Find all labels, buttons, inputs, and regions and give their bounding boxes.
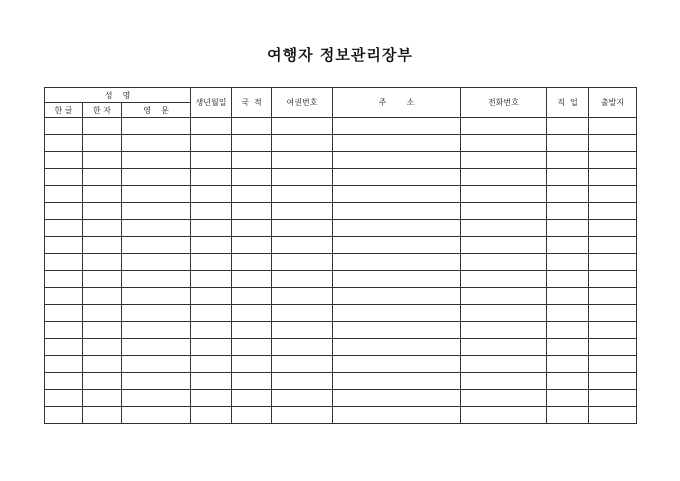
header-name: 성 명	[45, 88, 191, 103]
cell-hanja-name	[83, 288, 122, 305]
cell-nationality	[232, 305, 272, 322]
cell-phone	[461, 237, 547, 254]
cell-job	[547, 203, 589, 220]
cell-job	[547, 407, 589, 424]
cell-departure	[589, 186, 637, 203]
table-row	[45, 390, 637, 407]
table-row	[45, 237, 637, 254]
table-row	[45, 169, 637, 186]
table-row	[45, 373, 637, 390]
cell-address	[333, 339, 461, 356]
cell-english-name	[122, 254, 191, 271]
cell-departure	[589, 118, 637, 135]
cell-job	[547, 135, 589, 152]
cell-korean-name	[45, 152, 83, 169]
cell-address	[333, 288, 461, 305]
cell-korean-name	[45, 390, 83, 407]
cell-english-name	[122, 220, 191, 237]
cell-nationality	[232, 254, 272, 271]
table-row	[45, 356, 637, 373]
cell-departure	[589, 237, 637, 254]
table-row	[45, 152, 637, 169]
cell-hanja-name	[83, 407, 122, 424]
cell-english-name	[122, 135, 191, 152]
cell-departure	[589, 339, 637, 356]
cell-phone	[461, 356, 547, 373]
table-row	[45, 288, 637, 305]
cell-korean-name	[45, 305, 83, 322]
cell-birth	[191, 288, 232, 305]
cell-hanja-name	[83, 254, 122, 271]
table-row	[45, 135, 637, 152]
cell-passport	[272, 322, 333, 339]
cell-address	[333, 305, 461, 322]
cell-nationality	[232, 271, 272, 288]
cell-passport	[272, 118, 333, 135]
cell-english-name	[122, 390, 191, 407]
cell-english-name	[122, 305, 191, 322]
cell-hanja-name	[83, 152, 122, 169]
cell-departure	[589, 356, 637, 373]
cell-departure	[589, 169, 637, 186]
cell-birth	[191, 339, 232, 356]
cell-passport	[272, 254, 333, 271]
cell-passport	[272, 271, 333, 288]
traveler-ledger-table	[44, 87, 637, 424]
cell-passport	[272, 169, 333, 186]
cell-address	[333, 220, 461, 237]
cell-nationality	[232, 288, 272, 305]
header-nationality: 국 적	[232, 88, 272, 118]
cell-phone	[461, 220, 547, 237]
header-birth: 생년월일	[191, 88, 232, 118]
cell-birth	[191, 254, 232, 271]
cell-korean-name	[45, 254, 83, 271]
cell-hanja-name	[83, 220, 122, 237]
cell-job	[547, 118, 589, 135]
cell-job	[547, 288, 589, 305]
cell-english-name	[122, 118, 191, 135]
cell-phone	[461, 169, 547, 186]
cell-job	[547, 169, 589, 186]
cell-phone	[461, 373, 547, 390]
cell-birth	[191, 407, 232, 424]
cell-nationality	[232, 203, 272, 220]
cell-departure	[589, 288, 637, 305]
cell-address	[333, 322, 461, 339]
cell-english-name	[122, 288, 191, 305]
cell-korean-name	[45, 356, 83, 373]
cell-birth	[191, 203, 232, 220]
cell-phone	[461, 271, 547, 288]
cell-hanja-name	[83, 203, 122, 220]
cell-passport	[272, 237, 333, 254]
cell-phone	[461, 407, 547, 424]
cell-korean-name	[45, 135, 83, 152]
cell-passport	[272, 288, 333, 305]
cell-korean-name	[45, 322, 83, 339]
cell-job	[547, 322, 589, 339]
cell-birth	[191, 186, 232, 203]
cell-birth	[191, 135, 232, 152]
cell-address	[333, 254, 461, 271]
cell-address	[333, 271, 461, 288]
cell-departure	[589, 305, 637, 322]
cell-nationality	[232, 356, 272, 373]
cell-korean-name	[45, 186, 83, 203]
cell-korean-name	[45, 407, 83, 424]
cell-nationality	[232, 322, 272, 339]
cell-departure	[589, 135, 637, 152]
header-name-hanja: 한 자	[83, 103, 122, 118]
cell-birth	[191, 373, 232, 390]
cell-birth	[191, 169, 232, 186]
table-row	[45, 339, 637, 356]
cell-address	[333, 203, 461, 220]
cell-english-name	[122, 339, 191, 356]
cell-passport	[272, 152, 333, 169]
cell-birth	[191, 220, 232, 237]
cell-job	[547, 152, 589, 169]
cell-english-name	[122, 271, 191, 288]
cell-birth	[191, 271, 232, 288]
cell-phone	[461, 118, 547, 135]
cell-korean-name	[45, 203, 83, 220]
cell-birth	[191, 356, 232, 373]
cell-hanja-name	[83, 169, 122, 186]
cell-departure	[589, 220, 637, 237]
cell-passport	[272, 339, 333, 356]
cell-english-name	[122, 237, 191, 254]
cell-passport	[272, 356, 333, 373]
cell-address	[333, 407, 461, 424]
cell-birth	[191, 118, 232, 135]
cell-hanja-name	[83, 186, 122, 203]
cell-english-name	[122, 407, 191, 424]
header-passport: 여권번호	[272, 88, 333, 118]
table-row	[45, 186, 637, 203]
cell-phone	[461, 203, 547, 220]
cell-passport	[272, 135, 333, 152]
cell-hanja-name	[83, 322, 122, 339]
page-title: 여행자 정보관리장부	[267, 46, 413, 64]
cell-birth	[191, 322, 232, 339]
cell-address	[333, 237, 461, 254]
cell-nationality	[232, 135, 272, 152]
cell-passport	[272, 220, 333, 237]
cell-address	[333, 373, 461, 390]
cell-address	[333, 152, 461, 169]
header-phone: 전화번호	[461, 88, 547, 118]
cell-phone	[461, 152, 547, 169]
cell-job	[547, 186, 589, 203]
cell-nationality	[232, 390, 272, 407]
header-departure: 출발지	[589, 88, 637, 118]
cell-nationality	[232, 118, 272, 135]
cell-nationality	[232, 169, 272, 186]
cell-english-name	[122, 373, 191, 390]
cell-nationality	[232, 220, 272, 237]
cell-job	[547, 271, 589, 288]
cell-hanja-name	[83, 237, 122, 254]
cell-departure	[589, 203, 637, 220]
cell-korean-name	[45, 271, 83, 288]
cell-english-name	[122, 356, 191, 373]
cell-english-name	[122, 186, 191, 203]
cell-departure	[589, 254, 637, 271]
table-row	[45, 254, 637, 271]
table-row	[45, 271, 637, 288]
header-name-korean: 한 글	[45, 103, 83, 118]
cell-phone	[461, 186, 547, 203]
cell-nationality	[232, 373, 272, 390]
cell-birth	[191, 305, 232, 322]
cell-address	[333, 186, 461, 203]
cell-phone	[461, 254, 547, 271]
cell-phone	[461, 288, 547, 305]
table-row	[45, 203, 637, 220]
cell-departure	[589, 407, 637, 424]
cell-departure	[589, 271, 637, 288]
cell-hanja-name	[83, 305, 122, 322]
cell-hanja-name	[83, 339, 122, 356]
cell-korean-name	[45, 288, 83, 305]
cell-hanja-name	[83, 356, 122, 373]
cell-job	[547, 254, 589, 271]
cell-nationality	[232, 152, 272, 169]
cell-hanja-name	[83, 135, 122, 152]
cell-departure	[589, 373, 637, 390]
cell-korean-name	[45, 373, 83, 390]
cell-hanja-name	[83, 390, 122, 407]
cell-phone	[461, 339, 547, 356]
header-address: 주 소	[333, 88, 461, 118]
header-job: 직 업	[547, 88, 589, 118]
cell-address	[333, 390, 461, 407]
cell-english-name	[122, 169, 191, 186]
table-row	[45, 305, 637, 322]
cell-nationality	[232, 339, 272, 356]
cell-korean-name	[45, 339, 83, 356]
cell-birth	[191, 237, 232, 254]
cell-job	[547, 373, 589, 390]
cell-job	[547, 356, 589, 373]
cell-job	[547, 339, 589, 356]
table-row	[45, 220, 637, 237]
cell-phone	[461, 322, 547, 339]
cell-birth	[191, 152, 232, 169]
cell-korean-name	[45, 237, 83, 254]
cell-english-name	[122, 322, 191, 339]
cell-passport	[272, 203, 333, 220]
cell-korean-name	[45, 169, 83, 186]
cell-nationality	[232, 407, 272, 424]
cell-job	[547, 237, 589, 254]
cell-passport	[272, 407, 333, 424]
cell-hanja-name	[83, 118, 122, 135]
cell-passport	[272, 305, 333, 322]
cell-address	[333, 118, 461, 135]
cell-nationality	[232, 237, 272, 254]
cell-departure	[589, 390, 637, 407]
cell-departure	[589, 322, 637, 339]
cell-phone	[461, 135, 547, 152]
cell-birth	[191, 390, 232, 407]
cell-phone	[461, 390, 547, 407]
cell-english-name	[122, 203, 191, 220]
cell-address	[333, 169, 461, 186]
cell-hanja-name	[83, 373, 122, 390]
cell-departure	[589, 152, 637, 169]
ledger-body	[45, 118, 637, 424]
cell-korean-name	[45, 118, 83, 135]
cell-passport	[272, 390, 333, 407]
table-row	[45, 322, 637, 339]
cell-address	[333, 356, 461, 373]
cell-job	[547, 220, 589, 237]
cell-address	[333, 135, 461, 152]
cell-job	[547, 305, 589, 322]
cell-hanja-name	[83, 271, 122, 288]
cell-phone	[461, 305, 547, 322]
cell-passport	[272, 186, 333, 203]
cell-korean-name	[45, 220, 83, 237]
cell-english-name	[122, 152, 191, 169]
cell-nationality	[232, 186, 272, 203]
cell-passport	[272, 373, 333, 390]
header-name-english: 영 문	[122, 103, 191, 118]
cell-job	[547, 390, 589, 407]
table-row	[45, 407, 637, 424]
table-row	[45, 118, 637, 135]
